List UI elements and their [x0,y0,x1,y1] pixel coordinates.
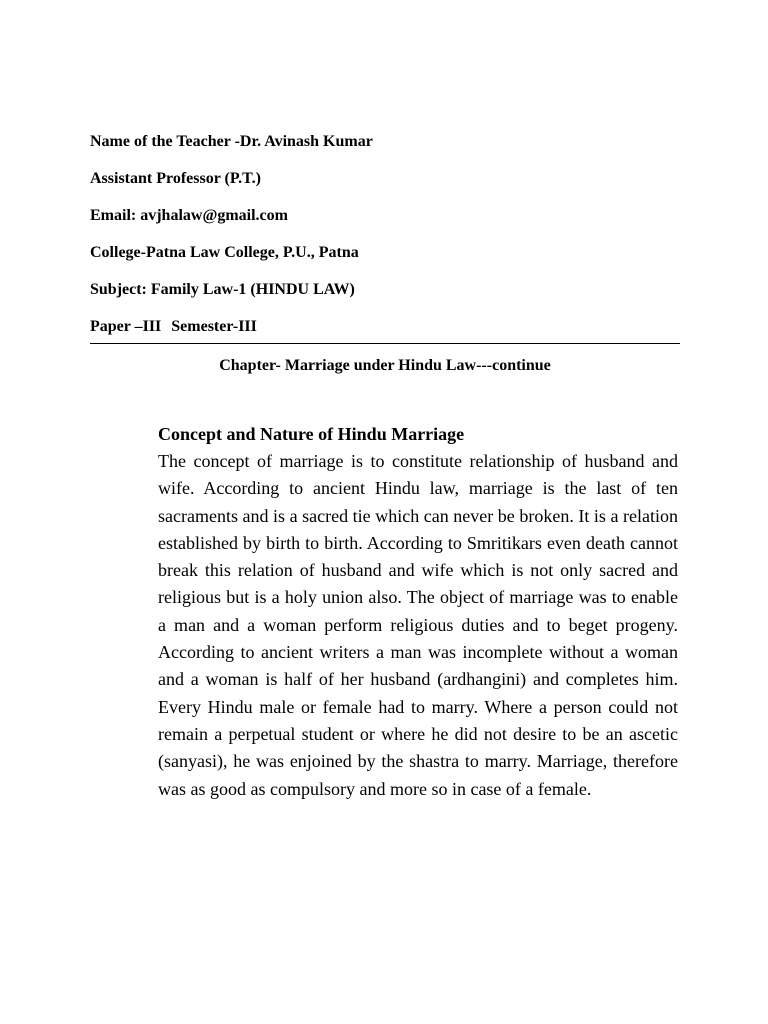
paper-semester-line [90,317,680,337]
teacher-name: Name of the Teacher -Dr. Avinash Kumar [90,133,373,150]
section-heading: Concept and Nature of Hindu Marriage [158,424,465,444]
teacher-designation: Assistant Professor (P.T.) [90,170,261,187]
section-body-text: The concept of marriage is to constitute relationship of husband and wife. According to ancient Hindu law, marriage is the last of ten sacraments and is a sacred tie which can never be broken. It is a relation established by birth to birth. According to Smritikars even death cannot break this relation of husband and wife which is not only sacred and religious but is a holy union also. The object of marriage was to enable a man and a woman perform religious duties and to beget progeny. According to ancient writers a man was incomplete without a woman and a woman is half of her husband (ardhangini) and completes him. Every Hindu male or female had to marry. Where a person could not remain a perpetual student or where he did not desire to be an ascetic (sanyasi), he was enjoined by the shastra to marry. Marriage, therefore was as good as compulsory and more so in case of a female. [158,451,678,799]
section-content [158,421,678,803]
header-divider [90,343,680,344]
semester-number: Semester-III [171,318,257,335]
subject-name: Subject: Family Law-1 (HINDU LAW) [90,281,355,298]
paper-number: Paper –III [90,318,162,335]
chapter-title: Chapter- Marriage under Hindu Law---continue [219,357,551,374]
college-name: College-Patna Law College, P.U., Patna [90,244,359,261]
document-header [90,132,680,337]
teacher-email: Email: avjhalaw@gmail.com [90,207,288,224]
